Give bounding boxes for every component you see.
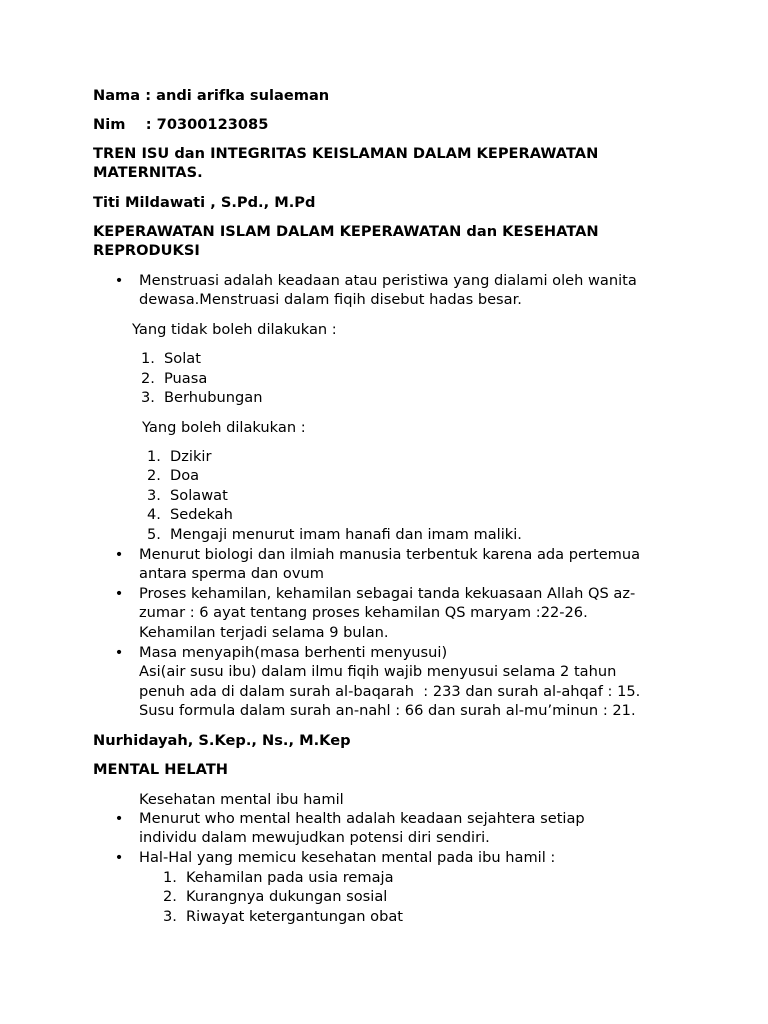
allowed-intro: Yang boleh dilakukan :: [142, 419, 306, 436]
allowed-item: Dzikir: [170, 448, 212, 465]
bullet-2-line-2: antara sperma dan ovum: [139, 565, 324, 582]
bullet-3-line-1: Proses kehamilan, kehamilan sebagai tanda kekuasaan Allah QS az-: [139, 585, 636, 602]
bullet-marker: •: [114, 644, 124, 661]
student-name: Nama : andi arifka sulaeman: [93, 87, 330, 104]
allowed-item: Mengaji menurut imam hanafi dan imam maliki.: [170, 526, 522, 543]
bullet-marker: •: [114, 810, 124, 827]
allowed-number: 2.: [147, 467, 161, 484]
bullet-4-line-4: Susu formula dalam surah an-nahl : 66 dan surah al-mu’minun : 21.: [139, 702, 636, 719]
bullet-1-line-1: Menstruasi adalah keadaan atau peristiwa yang dialami oleh wanita: [139, 272, 637, 289]
section-2-heading: MENTAL HELATH: [93, 761, 229, 778]
forbidden-item: Puasa: [164, 370, 208, 387]
allowed-number: 4.: [147, 506, 161, 523]
forbidden-number: 1.: [141, 350, 155, 367]
section-2-bullet-1-line-1: Menurut who mental health adalah keadaan sejahtera setiap: [139, 810, 585, 827]
allowed-number: 5.: [147, 526, 161, 543]
forbidden-intro: Yang tidak boleh dilakukan :: [132, 321, 337, 338]
bullet-3-line-2: zumar : 6 ayat tentang proses kehamilan QS maryam :22-26.: [139, 604, 588, 621]
student-nim: Nim : 70300123085: [93, 116, 269, 133]
forbidden-number: 2.: [141, 370, 155, 387]
allowed-number: 3.: [147, 487, 161, 504]
section-2-bullet-1-line-2: individu dalam mewujudkan potensi diri sendiri.: [139, 829, 490, 846]
bullet-1-line-2: dewasa.Menstruasi dalam fiqih disebut hadas besar.: [139, 291, 522, 308]
bullet-3-line-3: Kehamilan terjadi selama 9 bulan.: [139, 624, 389, 641]
bullet-marker: •: [114, 546, 124, 563]
allowed-item: Doa: [170, 467, 200, 484]
trigger-number: 1.: [163, 869, 177, 886]
section-2-intro: Kesehatan mental ibu hamil: [139, 791, 344, 808]
trigger-item: Kehamilan pada usia remaja: [186, 869, 394, 886]
section-1-heading-line-2: REPRODUKSI: [93, 242, 200, 259]
bullet-marker: •: [114, 272, 124, 289]
trigger-number: 2.: [163, 888, 177, 905]
forbidden-number: 3.: [141, 389, 155, 406]
speaker-1: Titi Mildawati , S.Pd., M.Pd: [93, 194, 316, 211]
section-1-heading-line-1: KEPERAWATAN ISLAM DALAM KEPERAWATAN dan KESEHATAN: [93, 223, 599, 240]
forbidden-item: Solat: [164, 350, 201, 367]
forbidden-item: Berhubungan: [164, 389, 263, 406]
bullet-marker: •: [114, 849, 124, 866]
trigger-number: 3.: [163, 908, 177, 925]
bullet-4-line-1: Masa menyapih(masa berhenti menyusui): [139, 644, 448, 661]
bullet-2-line-1: Menurut biologi dan ilmiah manusia terbentuk karena ada pertemua: [139, 546, 641, 563]
trigger-item: Riwayat ketergantungan obat: [186, 908, 403, 925]
document-title-line-1: TREN ISU dan INTEGRITAS KEISLAMAN DALAM KEPERAWATAN: [93, 145, 599, 162]
allowed-item: Sedekah: [170, 506, 233, 523]
allowed-item: Solawat: [170, 487, 228, 504]
section-2-bullet-2: Hal-Hal yang memicu kesehatan mental pada ibu hamil :: [139, 849, 556, 866]
allowed-number: 1.: [147, 448, 161, 465]
bullet-marker: •: [114, 585, 124, 602]
trigger-item: Kurangnya dukungan sosial: [186, 888, 388, 905]
bullet-4-line-2: Asi(air susu ibu) dalam ilmu fiqih wajib menyusui selama 2 tahun: [139, 663, 617, 680]
document-title-line-2: MATERNITAS.: [93, 164, 203, 181]
bullet-4-line-3: penuh ada di dalam surah al-baqarah : 233 dan surah al-ahqaf : 15.: [139, 683, 641, 700]
speaker-2: Nurhidayah, S.Kep., Ns., M.Kep: [93, 732, 351, 749]
